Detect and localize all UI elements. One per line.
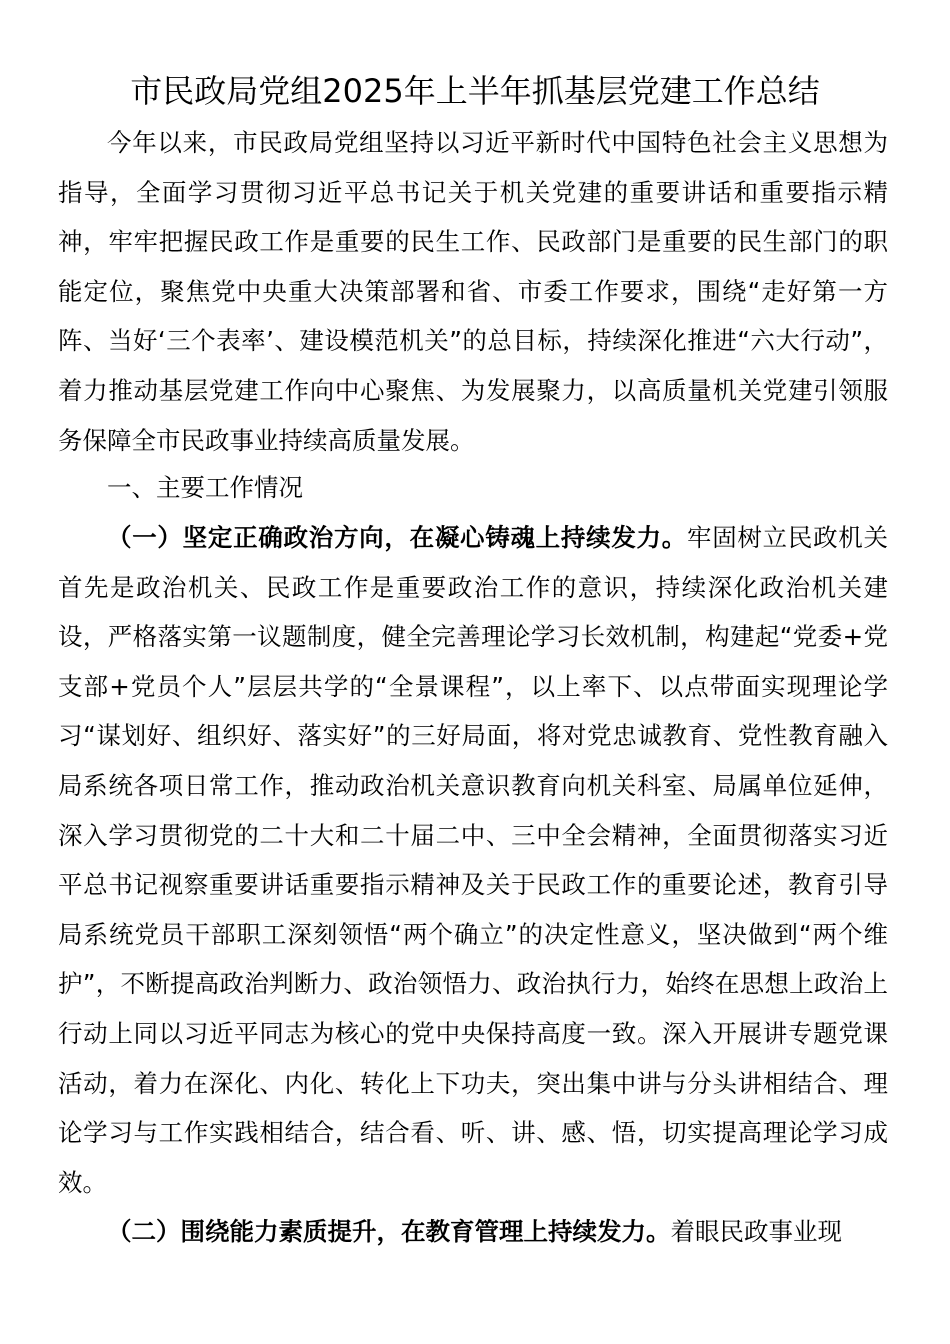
item-2-heading: （二）围绕能力素质提升，在教育管理上持续发力。 <box>107 1217 671 1246</box>
item-1-heading: （一）坚定正确政治方向，在凝心铸魂上持续发力。 <box>107 523 687 552</box>
item-1-body: 牢固树立民政机关首先是政治机关、民政工作是重要政治工作的意识，持续深化政治机关建设，严格落实第一议题制度，健全完善理论学习长效机制，构建起“党委+党支部+党员个人”层层共学的“全景课程”，以上率下、以点带面实现理论学习“谋划好、组织好、落实好”的三好局面，将对党忠诚教育、党性教育融入局系统各项日常工作，推动政治机关意识教育向机关科室、局属单位延伸，深入学习贯彻党的二十大和二十届二中、三中全会精神，全面贯彻落实习近平总书记视察重要讲话重要指示精神及关于民政工作的重要论述，教育引导局系统党员干部职工深刻领悟“两个确立”的决定性意义，坚决做到“两个维护”，不断提高政治判断力、政治领悟力、政治执行力，始终在思想上政治上行动上同以习近平同志为核心的党中央保持高度一致。深入开展讲专题党课活动，着力在深化、内化、转化上下功夫，突出集中讲与分头讲相结合、理论学习与工作实践相结合，结合看、听、讲、感、悟，切实提高理论学习成效。 <box>58 523 889 1197</box>
item-2-body: 着眼民政事业现 <box>670 1217 842 1246</box>
item-1-paragraph <box>58 513 888 1207</box>
document-title: 市民政局党组2025年上半年抓基层党建工作总结 <box>130 72 820 110</box>
section-heading: 一、主要工作情况 <box>107 473 303 502</box>
intro-paragraph: 今年以来，市民政局党组坚持以习近平新时代中国特色社会主义思想为指导，全面学习贯彻习近平总书记关于机关党建的重要讲话和重要指示精神，牢牢把握民政工作是重要的民生工作、民政部门是重要的民生部门的职能定位，聚焦党中央重大决策部署和省、市委工作要求，围绕“走好第一方阵、当好‘三个表率’、建设模范机关”的总目标，持续深化推进“六大行动”，着力推动基层党建工作向中心聚焦、为发展聚力，以高质量机关党建引领服务保障全市民政事业持续高质量发展。 <box>58 128 888 455</box>
item-2-paragraph <box>58 1207 888 1257</box>
